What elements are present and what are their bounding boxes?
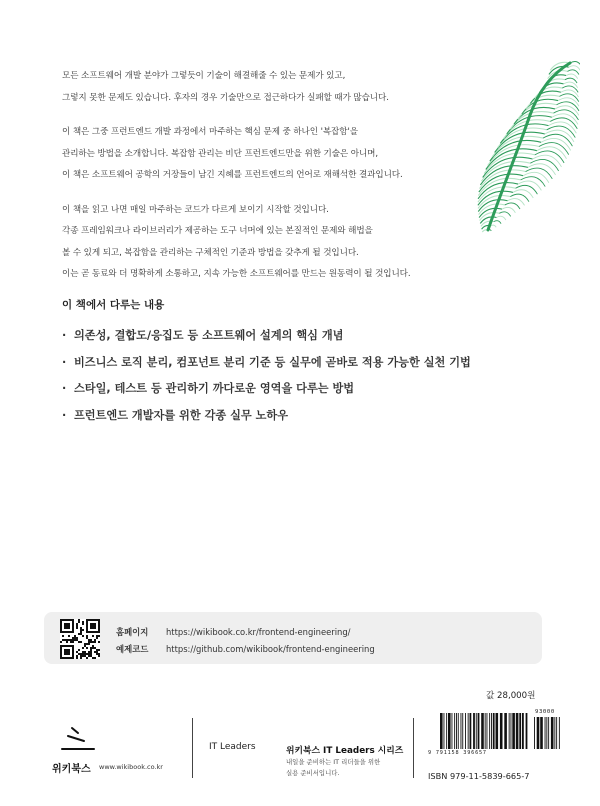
divider-line [413, 718, 414, 778]
info-labels [116, 624, 148, 658]
fern-leaflet [561, 90, 579, 97]
fern-leaflet [513, 190, 533, 198]
price: 값 28,000원 [486, 691, 536, 701]
intro-line: 관리하는 방법을 소개합니다. 복잡함 관리는 비단 프런트엔드만을 위한 기술은 아니며, [62, 148, 379, 159]
bullet-dot: · [62, 355, 67, 369]
info-values [166, 624, 375, 658]
series-desc-line: 실용 준비서입니다. [286, 769, 340, 777]
contents-item [62, 350, 471, 377]
contents-item-text: 스타일, 테스트 등 관리하기 까다로운 영역을 다루는 방법 [74, 382, 355, 395]
contents-item [62, 403, 471, 430]
intro-line: 이 책은 그중 프런트엔드 개발 과정에서 마주하는 핵심 문제 중 하나인 '복잡함'을 [62, 127, 358, 137]
contents-list [62, 323, 471, 429]
divider-line [192, 718, 193, 778]
fern-leaflet [528, 164, 556, 175]
ean-barcode-bars [440, 713, 530, 749]
links-info-box [44, 612, 542, 664]
intro-paragraph-3 [62, 200, 502, 286]
fern-leaflet [530, 159, 558, 170]
intro-line: 볼 수 있게 되고, 복잡함을 관리하는 구체적인 기준과 방법을 갖추게 될 것입니다. [62, 247, 359, 258]
wikibooks-logo-icon [58, 724, 98, 752]
intro-line: 모든 소프트웨어 개발 분야가 그렇듯이 기술이 해결해줄 수 있는 문제가 있고, [62, 71, 346, 81]
contents-item-text: 의존성, 결합도/응집도 등 소프트웨어 설계의 핵심 개념 [74, 329, 344, 342]
example-code-label: 예제코드 [116, 644, 149, 654]
contents-item-text: 비즈니스 로직 분리, 컴포넌트 분리 기준 등 실무에 곧바로 적용 가능한 실천 기법 [74, 355, 471, 369]
barcode-addon-digits: 93000 [535, 709, 555, 715]
contents-item [62, 376, 471, 403]
example-code-link[interactable]: https://github.com/wikibook/frontend-engineering [166, 644, 375, 654]
fern-leaflet [562, 86, 578, 92]
fern-leaflet [545, 130, 574, 142]
fern-leaflet [547, 126, 576, 138]
fern-leaflet [491, 225, 496, 227]
intro-paragraph-1 [62, 66, 502, 109]
bullet-dot: · [62, 408, 67, 422]
series-title: 위키북스 IT Leaders 시리즈 [286, 746, 404, 756]
fern-leaflet [499, 212, 510, 217]
contents-item [62, 323, 471, 350]
it-leaders-mark: IT Leaders [209, 742, 256, 752]
fern-leaflet [567, 70, 578, 75]
intro-text [62, 66, 502, 299]
isbn-number: ISBN 979-11-5839-665-7 [428, 771, 530, 781]
series-desc-line: 내일을 준비하는 IT 리더들을 위한 [286, 758, 381, 766]
fern-leaflet [496, 216, 505, 220]
intro-line: 이 책을 읽고 나면 매일 마주하는 코드가 다르게 보이기 시작할 것입니다. [62, 204, 329, 215]
publisher-url: www.wikibook.co.kr [99, 763, 163, 771]
contents-item-text: 프런트엔드 개발자를 위한 각종 실무 노하우 [74, 408, 289, 422]
intro-line: 이는 곧 동료와 더 명확하게 소통하고, 지속 가능한 소프트웨어를 만드는 원동력이 될 것입니다. [62, 269, 411, 279]
publisher-name: 위키북스 [52, 764, 91, 775]
fern-leaflet [505, 203, 520, 209]
fern-leaflet [548, 122, 576, 133]
intro-line: 이 책은 소프트웨어 공학의 거장들이 남긴 지혜를 프런트엔드의 언어로 재해석한 결과입니다. [62, 170, 403, 180]
intro-line: 각종 프레임워크나 라이브러리가 제공하는 도구 너머에 있는 본질적인 문제와 해법을 [62, 226, 373, 236]
homepage-label: 홈페이지 [116, 627, 149, 637]
addon-barcode-bars [534, 717, 560, 749]
intro-paragraph-2 [62, 122, 502, 187]
fern-leaflet [569, 66, 580, 71]
fern-leaflet [480, 217, 496, 224]
bullet-dot: · [62, 329, 67, 342]
barcode-digits: 9 791158 396657 [428, 750, 487, 756]
homepage-link[interactable]: https://wikibook.co.kr/frontend-engineering/ [166, 627, 351, 637]
series-description [286, 757, 380, 779]
fern-leaflet [494, 221, 501, 224]
fern-leaflet [541, 138, 571, 150]
fern-leaflet [510, 194, 529, 202]
fern-leaf-illustration [440, 55, 580, 235]
intro-line: 그렇지 못한 문제도 있습니다. 후자의 경우 기술만으로 접근하다가 실패할 때가 많습니다. [62, 92, 389, 103]
qr-code-icon[interactable] [60, 619, 100, 659]
bullet-dot: · [62, 382, 67, 395]
contents-heading: 이 책에서 다루는 내용 [62, 299, 165, 311]
fern-leaflet [543, 134, 572, 146]
